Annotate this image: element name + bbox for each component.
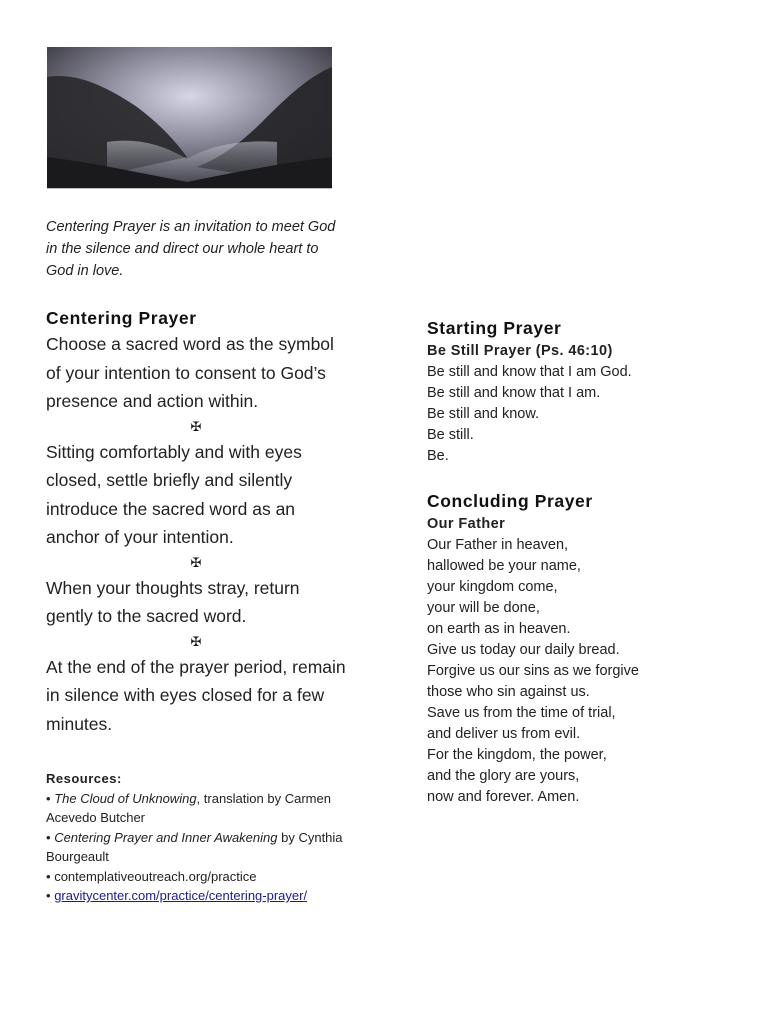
bullet: • [46, 790, 51, 806]
prayer-line: Be. [427, 448, 449, 464]
prayer-line: Be still and know. [427, 406, 540, 422]
bullet: • [46, 868, 51, 884]
resource-detail: , translation by Carmen Acevedo Butcher [46, 790, 331, 825]
prayer-line: Give us today our daily bread. [427, 642, 620, 658]
prayer-line: your kingdom come, [427, 579, 558, 595]
resource-item [46, 789, 346, 828]
concluding-prayer-title: Concluding Prayer [427, 491, 593, 511]
hero-image [47, 47, 332, 189]
prayer-line: Be still. [427, 427, 474, 443]
cross-divider-icon: ✠ [190, 554, 202, 570]
starting-prayer-subtitle: Be Still Prayer (Ps. 46:10) [427, 343, 613, 359]
prayer-line: Save us from the time of trial, [427, 705, 616, 721]
bullet: • [46, 829, 51, 845]
step-4: At the end of the prayer period, remain in silence with eyes closed for a few minutes. [46, 656, 346, 734]
section-title: Centering Prayer [46, 308, 197, 328]
prayer-line: Be still and know that I am God. [427, 364, 632, 380]
intro-text: Centering Prayer is an invitation to meet God in the silence and direct our whole heart to God in love. [46, 219, 336, 279]
resources-section [46, 769, 346, 906]
resource-item [46, 828, 346, 867]
resources-title: Resources: [46, 771, 122, 786]
prayer-line: and the glory are yours, [427, 768, 580, 784]
cross-divider-icon: ✠ [190, 418, 202, 434]
prayer-line: those who sin against us. [427, 684, 590, 700]
prayers-column [427, 316, 727, 808]
prayer-line: Forgive us our sins as we forgive [427, 663, 639, 679]
prayer-line: hallowed be your name, [427, 558, 581, 574]
starting-prayer-title: Starting Prayer [427, 318, 562, 338]
resource-link[interactable]: gravitycenter.com/practice/centering-prayer/ [54, 888, 308, 903]
resource-url: contemplativeoutreach.org/practice [54, 868, 257, 884]
bullet: • [46, 888, 51, 903]
prayer-line: For the kingdom, the power, [427, 747, 607, 763]
prayer-line: and deliver us from evil. [427, 726, 581, 742]
prayer-line: Be still and know that I am. [427, 385, 601, 401]
prayer-line: now and forever. Amen. [427, 789, 580, 805]
prayer-line: Our Father in heaven, [427, 537, 569, 553]
resource-item [46, 886, 346, 906]
resource-title: The Cloud of Unknowing [54, 790, 197, 806]
resource-item [46, 867, 346, 887]
resource-detail: by Cynthia Bourgeault [46, 829, 343, 864]
resource-title: Centering Prayer and Inner Awakening [54, 829, 278, 845]
prayer-line: your will be done, [427, 600, 540, 616]
mountain-valley-image [47, 47, 332, 188]
step-3: When your thoughts stray, return gently to the sacred word. [46, 577, 300, 626]
concluding-prayer-subtitle: Our Father [427, 516, 506, 532]
prayer-line: on earth as in heaven. [427, 621, 571, 637]
step-2: Sitting comfortably and with eyes closed, settle briefly and silently introduce the sacred word as an anchor of your intention. [46, 441, 302, 547]
cross-divider-icon: ✠ [190, 633, 202, 649]
step-1: Choose a sacred word as the symbol of your intention to consent to God’s presence and action within. [46, 334, 334, 411]
centering-prayer-section [46, 306, 346, 738]
